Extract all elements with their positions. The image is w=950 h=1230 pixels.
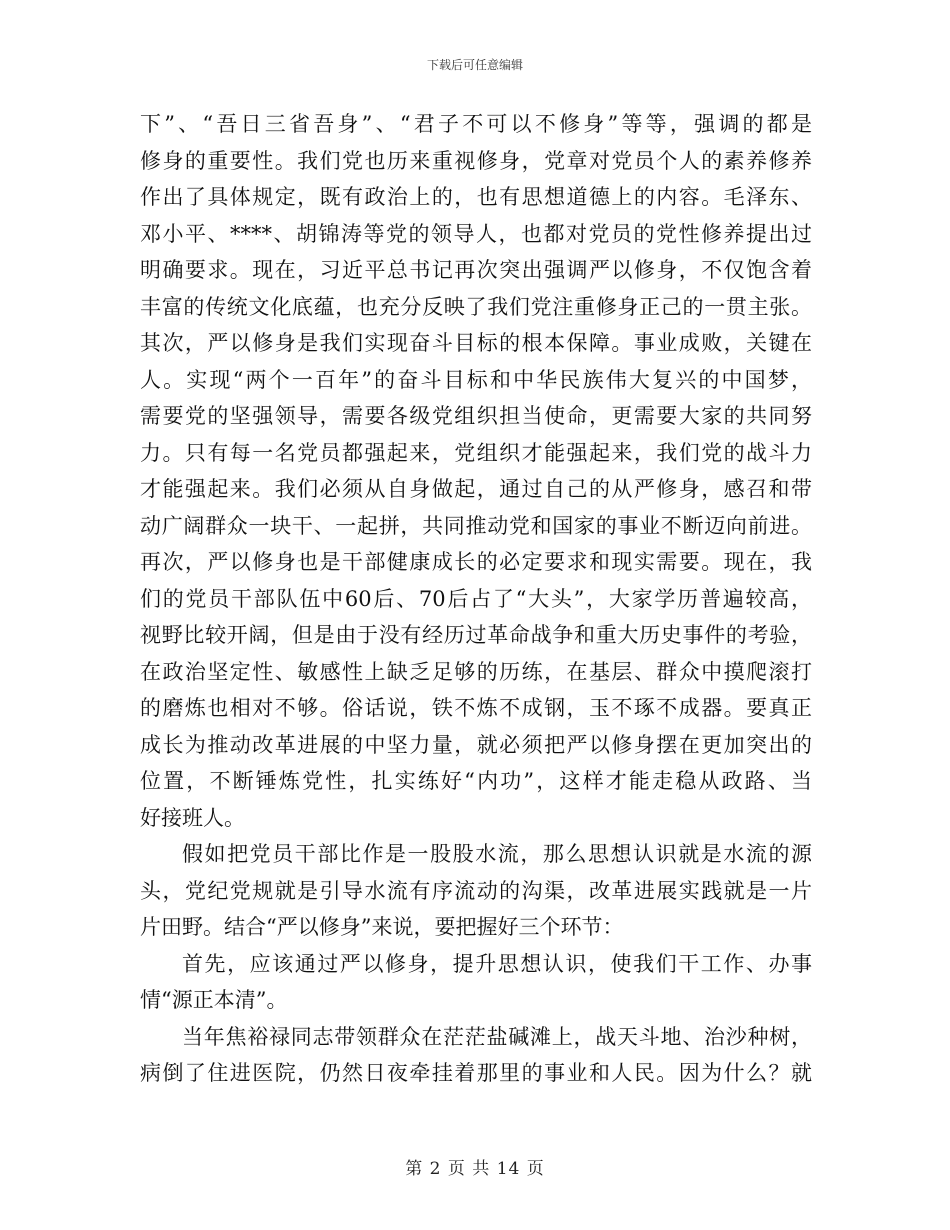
text-line: 片田野。结合“严以修身”来说，要把握好三个环节：	[140, 915, 624, 939]
text-line: 好接班人。	[140, 805, 245, 830]
text-line: 力。只有每一名党员都强起来，党组织才能强起来，我们党的战斗力	[140, 440, 812, 465]
text-line: 成长为推动改革进展的中坚力量，就必须把严以修身摆在更加突出的	[140, 732, 812, 757]
text-line: 邓小平、****、胡锦涛等党的领导人，也都对党员的党性修养提出过	[140, 221, 812, 246]
text-line: 丰富的传统文化底蕴，也充分反映了我们党注重修身正己的一贯主张。	[140, 294, 812, 319]
text-line: 动广阔群众一块干、一起拼，共同推动党和国家的事业不断迈向前进。	[140, 513, 812, 538]
text-line: 视野比较开阔，但是由于没有经历过革命战争和重大历史事件的考验，	[140, 623, 812, 647]
text-line: 们的党员干部队伍中60后、70后占了“大头”，大家学历普遍较高，	[140, 586, 812, 611]
text-line: 位置，不断锤炼党性，扎实练好“内功”，这样才能走稳从政路、当	[140, 769, 812, 793]
page-footer: 第 2 页 共 14 页	[405, 1159, 545, 1179]
text-line: 当年焦裕禄同志带领群众在茫茫盐碱滩上，战天斗地、治沙种树，	[182, 1024, 812, 1049]
text-line: 下”、“吾日三省吾身”、“君子不可以不修身”等等，强调的都是	[140, 112, 812, 136]
text-line: 在政治坚定性、敏感性上缺乏足够的历练，在基层、群众中摸爬滚打	[140, 659, 812, 684]
text-line: 作出了具体规定，既有政治上的，也有思想道德上的内容。毛泽东、	[140, 185, 812, 209]
text-line: 修身的重要性。我们党也历来重视修身，党章对党员个人的素养修养	[140, 148, 812, 173]
page-header: 下载后可任意编辑	[426, 58, 523, 72]
text-line: 的磨炼也相对不够。俗话说，铁不炼不成钢，玉不琢不成器。要真正	[140, 696, 812, 720]
text-line: 假如把党员干部比作是一股股水流，那么思想认识就是水流的源	[182, 842, 812, 866]
document-body	[140, 106, 812, 1092]
text-line: 明确要求。现在，习近平总书记再次突出强调严以修身，不仅饱含着	[140, 258, 812, 282]
text-line: 头，党纪党规就是引导水流有序流动的沟渠，改革进展实践就是一片	[140, 878, 812, 903]
text-line: 需要党的坚强领导，需要各级党组织担当使命，更需要大家的共同努	[140, 404, 812, 428]
text-line: 情“源正本清”。	[140, 988, 288, 1012]
text-line: 其次，严以修身是我们实现奋斗目标的根本保障。事业成败，关键在	[140, 331, 812, 355]
text-line: 再次，严以修身也是干部健康成长的必定要求和现实需要。现在，我	[140, 550, 812, 574]
text-line: 首先，应该通过严以修身，提升思想认识，使我们干工作、办事	[182, 951, 812, 976]
text-line: 才能强起来。我们必须从自身做起，通过自己的从严修身，感召和带	[140, 477, 812, 501]
text-line: 病倒了住进医院，仍然日夜牵挂着那里的事业和人民。因为什么？就	[140, 1061, 812, 1085]
text-line: 人。实现“两个一百年”的奋斗目标和中华民族伟大复兴的中国梦，	[140, 367, 812, 392]
